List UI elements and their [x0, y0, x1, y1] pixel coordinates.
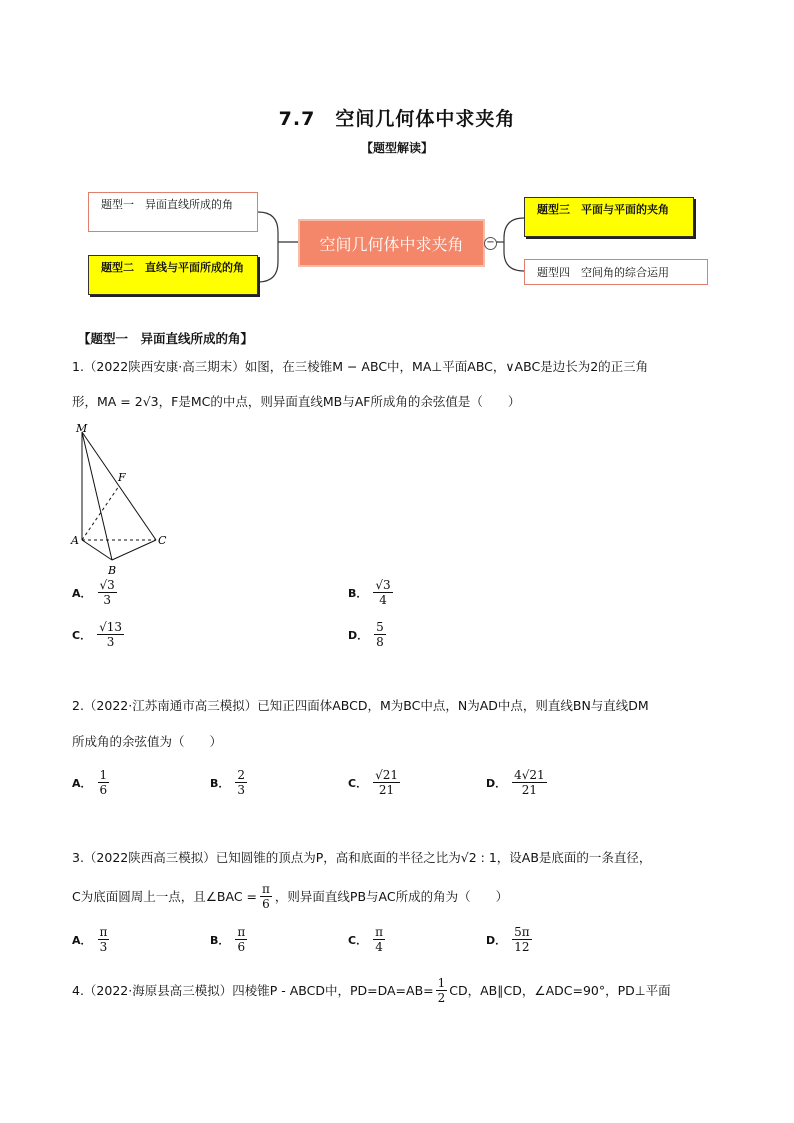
- figure-label-c: C: [158, 534, 167, 547]
- fraction: $\frac{√13}{3}$: [99, 620, 122, 649]
- q2-option-a[interactable]: A． $\frac{1}{6}$: [72, 768, 108, 797]
- collapse-toggle-icon[interactable]: −: [484, 237, 497, 250]
- q1-option-d[interactable]: D． $\frac{5}{8}$: [348, 620, 384, 649]
- question-3-line-2: C为底面圆周上一点，且∠BAC = $\frac{\pi}{6}$ ，则异面直线PB与AC所成的角为（ ）: [72, 882, 509, 911]
- q3-option-c[interactable]: C． $\frac{\pi}{4}$: [348, 925, 383, 954]
- fraction: $\frac{√3}{3}$: [99, 578, 115, 607]
- question-2-line-2: 所成角的余弦值为（ ）: [72, 734, 223, 749]
- mindmap-node-label: 题型一 异面直线所成的角: [101, 198, 233, 211]
- q1-option-b[interactable]: B． $\frac{√3}{4}$: [348, 578, 391, 607]
- fraction: $\frac{1}{6}$: [99, 768, 108, 797]
- fraction: $\frac{\pi}{4}$: [375, 925, 383, 954]
- fraction: $\frac{4√21}{21}$: [514, 768, 545, 797]
- fraction: $\frac{√21}{21}$: [375, 768, 398, 797]
- figure-label-a: A: [71, 534, 79, 547]
- question-2-line-1: 2.（2022·江苏南通市高三模拟）已知正四面体ABCD，M为BC中点，N为AD中点，则直线BN与直线DM: [72, 698, 649, 713]
- mindmap-node-type3: [524, 197, 694, 237]
- q3-option-b[interactable]: B． $\frac{\pi}{6}$: [210, 925, 246, 954]
- mindmap-node-label: 题型三 平面与平面的夹角: [537, 203, 669, 216]
- figure-label-m: M: [76, 422, 88, 435]
- mindmap-node-label: 题型二 直线与平面所成的角: [101, 261, 244, 274]
- q2-option-b[interactable]: B． $\frac{2}{3}$: [210, 768, 246, 797]
- fraction: $\frac{2}{3}$: [237, 768, 246, 797]
- page-title: 7.7 空间几何体中求夹角: [278, 108, 516, 130]
- mindmap-node-type4: [524, 259, 708, 285]
- figure-label-b: B: [108, 564, 117, 577]
- q1-option-a[interactable]: A． $\frac{√3}{3}$: [72, 578, 115, 607]
- tetrahedron-figure: [68, 420, 188, 580]
- mindmap-center-label: 空间几何体中求夹角: [319, 234, 464, 254]
- fraction: $\frac{5}{8}$: [376, 620, 384, 649]
- q3-option-d[interactable]: D． $\frac{5\pi}{12}$: [486, 925, 530, 954]
- q2-option-c[interactable]: C． $\frac{√21}{21}$: [348, 768, 398, 797]
- fraction: $\frac{\pi}{6}$: [262, 882, 270, 911]
- fraction: $\frac{\pi}{3}$: [99, 925, 108, 954]
- question-1-line-2: 形，MA = 2√3，F是MC的中点，则异面直线MB与AF所成角的余弦值是（ ）: [72, 394, 521, 409]
- mindmap-node-type2: [88, 255, 258, 295]
- fraction: $\frac{\pi}{6}$: [237, 925, 246, 954]
- figure-label-f: F: [118, 471, 126, 484]
- question-4-line-1: 4.（2022·海原县高三模拟）四棱锥P - ABCD中，PD=DA=AB= $\frac{1}{2}$ CD，AB∥CD，∠ADC=90°，PD⊥平面: [72, 976, 671, 1005]
- fraction: $\frac{5\pi}{12}$: [514, 925, 530, 954]
- question-3-line-1: 3.（2022陕西高三模拟）已知圆锥的顶点为P，高和底面的半径之比为√2 : 1，设AB是底面的一条直径，: [72, 850, 652, 865]
- section-heading: 【题型一 异面直线所成的角】: [78, 331, 254, 346]
- q2-option-d[interactable]: D． $\frac{4√21}{21}$: [486, 768, 545, 797]
- fraction: $\frac{√3}{4}$: [375, 578, 391, 607]
- fraction: $\frac{1}{2}$: [437, 976, 446, 1005]
- mindmap-node-label: 题型四 空间角的综合运用: [537, 266, 669, 279]
- mindmap-node-type1: [88, 192, 258, 232]
- q1-option-c[interactable]: C． $\frac{√13}{3}$: [72, 620, 122, 649]
- question-1-line-1: 1.（2022陕西安康·高三期末）如图，在三棱锥M − ABC中，MA⊥平面ABC，∨ABC是边长为2的正三角: [72, 359, 649, 374]
- page-subtitle: 【题型解读】: [360, 141, 433, 155]
- mindmap-center-node[interactable]: [298, 219, 485, 267]
- q3-option-a[interactable]: A． $\frac{\pi}{3}$: [72, 925, 108, 954]
